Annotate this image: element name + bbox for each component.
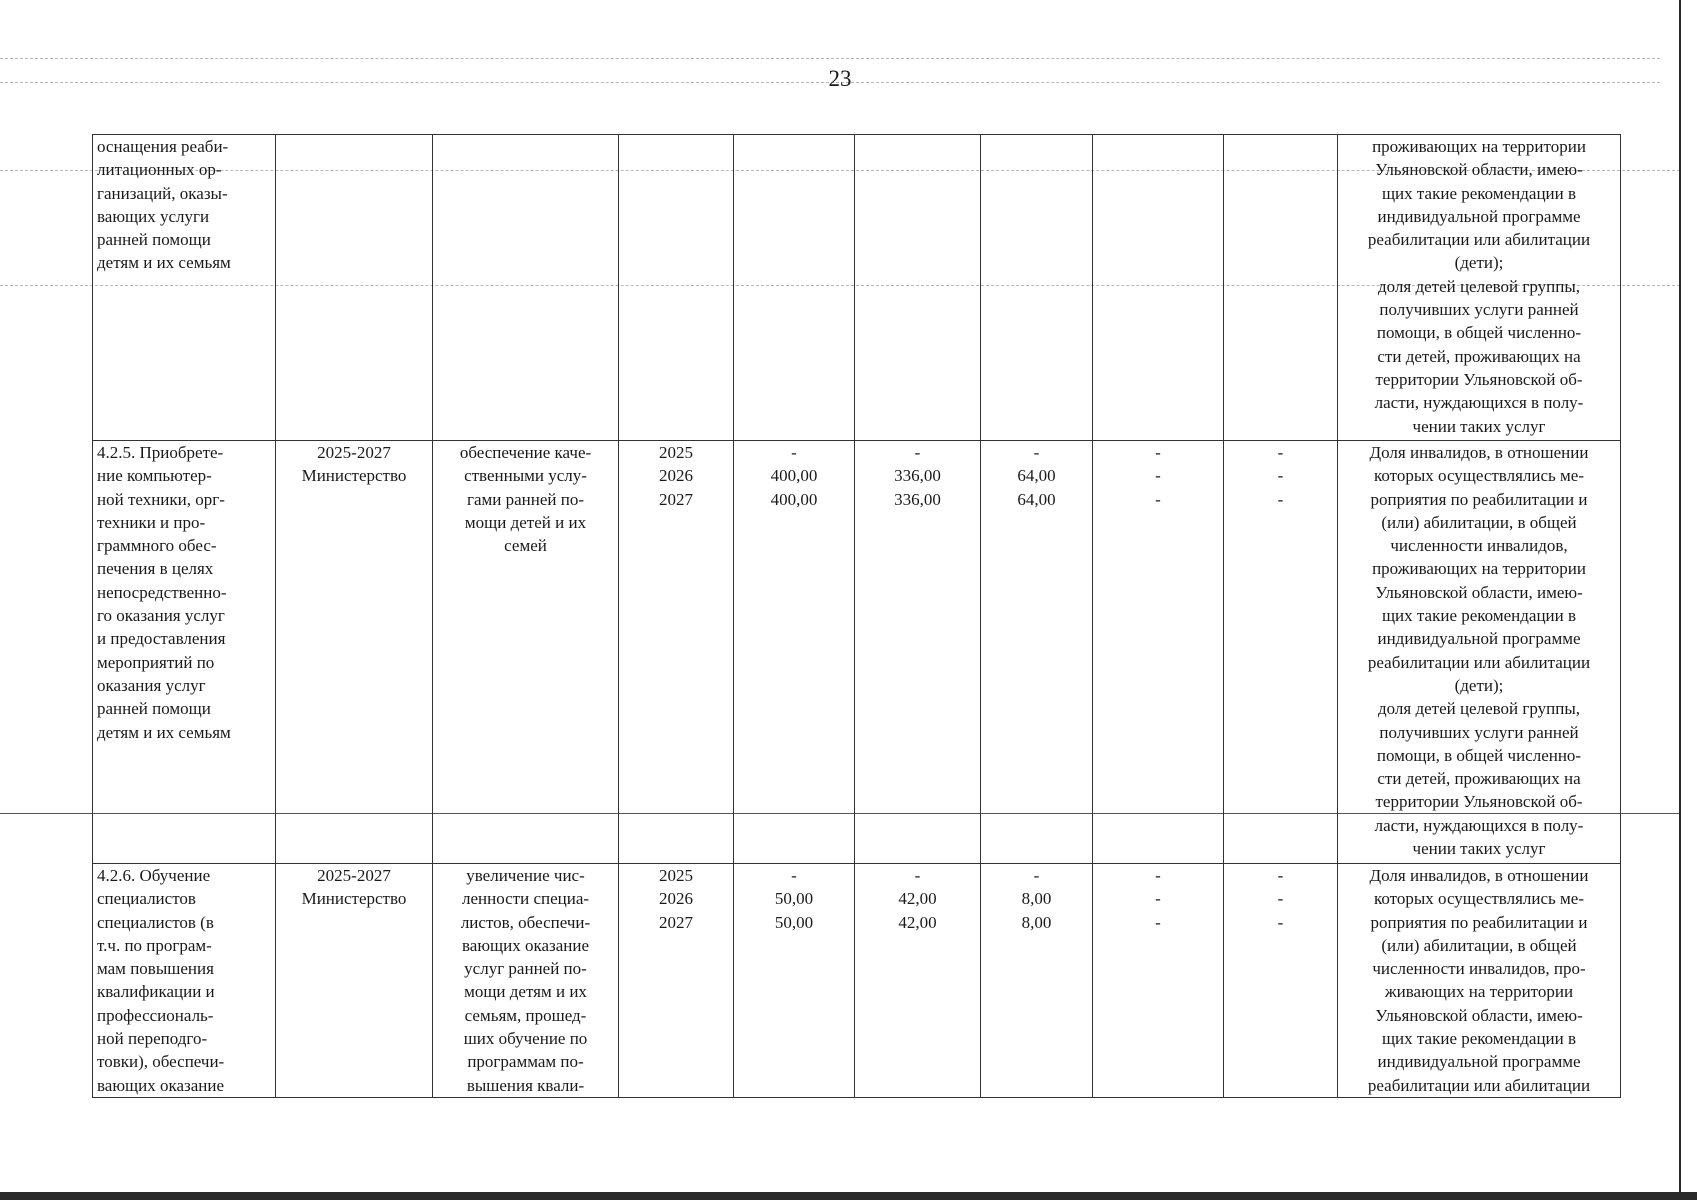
page-edge [1679, 0, 1681, 1192]
measure-cell: 4.2.5. Приобрете- ние компьютер- ной техники, орг- техники и про- граммного обес- печения в целях непосредственно- го оказания услуг и предоставления мероприятий по оказания услуг ранней помощи детям и их семьям [93, 441, 276, 864]
indicator-cell: проживающих на территории Ульяновской области, имею- щих такие рекомендации в индивидуальной программе реабилитации или абилитации (дети); доля детей целевой группы, получивших услуги ранней помощи, в общей численно- сти детей, проживающих на территории Ульяновской об- ласти, нуждающихся в полу- чении таких услуг [1338, 135, 1621, 441]
column-9-cell: - - - [1224, 441, 1338, 864]
column-9-cell [1224, 135, 1338, 441]
regional-cell: - 8,00 8,00 [981, 864, 1093, 1098]
federal-cell [855, 135, 981, 441]
total-cell: - 400,00 400,00 [734, 441, 855, 864]
years-cell: 2025 2026 2027 [619, 864, 734, 1098]
indicator-cell: Доля инвалидов, в отношении которых осуществлялись ме- роприятия по реабилитации и (или) абилитации, в общей численности инвалидов, проживающих на территории Ульяновской области, имею- щих такие рекомендации в индивидуальной программе реабилитации или абилитации (дети); доля детей целевой группы, получивших услуги ранней помощи, в общей численно- сти детей, проживающих на территории Ульяновской об- ласти, нуждающихся в полу- чении таких услуг [1338, 441, 1621, 864]
result-cell: увеличение чис- ленности специа- листов, обеспечи- вающих оказание услуг ранней по- мощи детям и их семьям, прошед- ших обучение по программам по- вышения квали- [433, 864, 619, 1098]
column-8-cell: - - - [1093, 441, 1224, 864]
table-row [93, 135, 1621, 441]
federal-cell: - 42,00 42,00 [855, 864, 981, 1098]
years-cell: 2025 2026 2027 [619, 441, 734, 864]
column-8-cell [1093, 135, 1224, 441]
period-cell: 2025-2027 Министерство [276, 864, 433, 1098]
result-cell: обеспечение каче- ственными услу- гами ранней по- мощи детей и их семей [433, 441, 619, 864]
regional-cell: - 64,00 64,00 [981, 441, 1093, 864]
program-table [92, 134, 1621, 1098]
total-cell [734, 135, 855, 441]
period-cell: 2025-2027 Министерство [276, 441, 433, 864]
federal-cell: - 336,00 336,00 [855, 441, 981, 864]
measure-cell: 4.2.6. Обучение специалистов специалистов (в т.ч. по програм- мам повышения квалификации и профессиональ- ной переподго- товки), обеспечи- вающих оказание [93, 864, 276, 1098]
page-edge [0, 1192, 1697, 1200]
column-9-cell: - - - [1224, 864, 1338, 1098]
table-row [93, 441, 1621, 864]
period-cell [276, 135, 433, 441]
total-cell: - 50,00 50,00 [734, 864, 855, 1098]
indicator-cell: Доля инвалидов, в отношении которых осуществлялись ме- роприятия по реабилитации и (или) абилитации, в общей численности инвалидов, про- живающих на территории Ульяновской области, имею- щих такие рекомендации в индивидуальной программе реабилитации или абилитации [1338, 864, 1621, 1098]
scan-artifact-line [0, 58, 1660, 59]
regional-cell [981, 135, 1093, 441]
measure-cell: оснащения реаби- литационных ор- ганизаций, оказы- вающих услуги ранней помощи детям и их семьям [93, 135, 276, 441]
table-row [93, 864, 1621, 1098]
result-cell [433, 135, 619, 441]
page-number: 23 [828, 66, 852, 91]
years-cell [619, 135, 734, 441]
column-8-cell: - - - [1093, 864, 1224, 1098]
